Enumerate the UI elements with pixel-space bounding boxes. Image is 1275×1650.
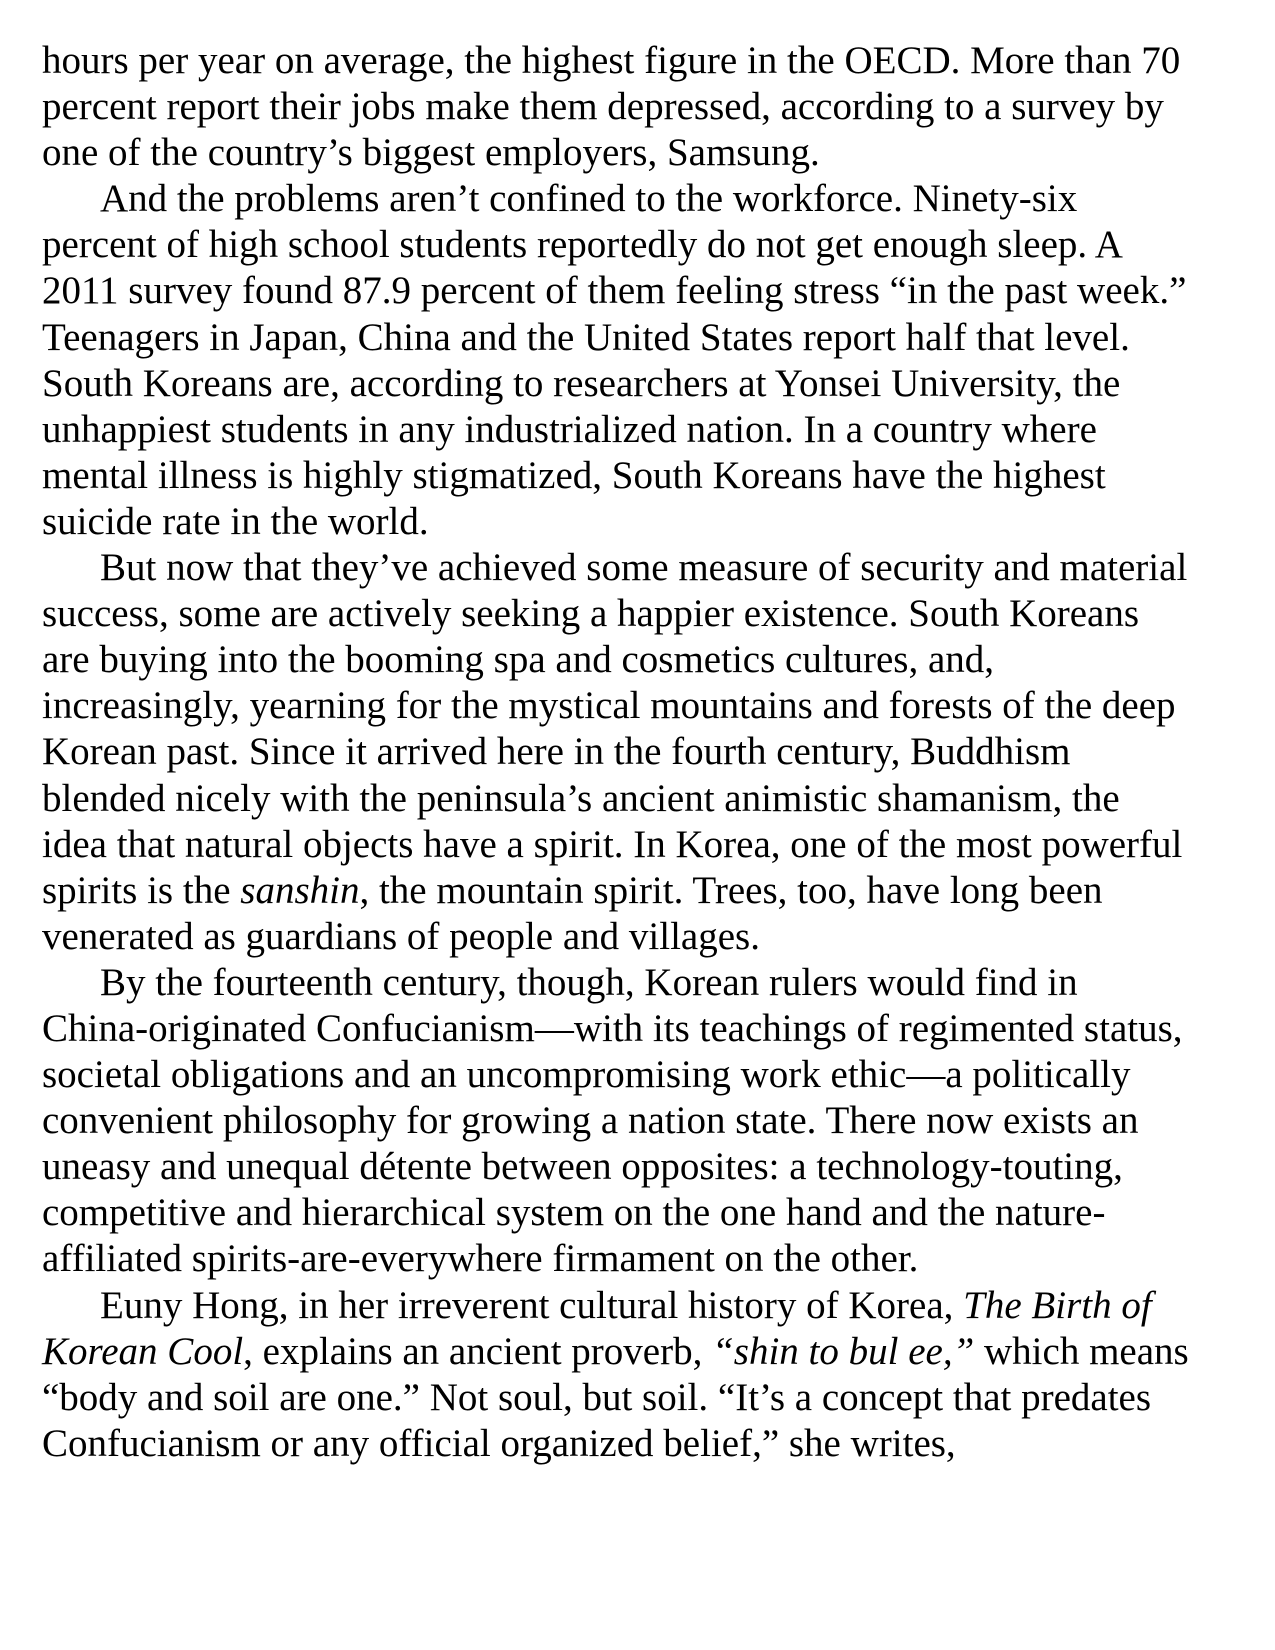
paragraph-5-italic-book-title: The Birth of Korean Cool — [42, 1283, 1152, 1373]
paragraph-2-text: And the problems aren’t confined to the workforce. Ninety-six percent of high school students reportedly do not get enough sleep. A 2011 survey found 87.9 percent of them feeling stress “in the past week.” Teenagers in Japan, China and the United States report half that level. South Koreans are, according to researchers at Yonsei University, the unhappiest students in any industrialized nation. In a country where mental illness is highly stigmatized, South Koreans have the highest suicide rate in the world. — [42, 177, 1187, 543]
paragraph-4-text: By the fourteenth century, though, Korean rulers would find in China-originated Confucianism—with its teachings of regimented status, societal obligations and an uncompromising work ethic—a politically convenient philosophy for growing a nation state. There now exists an uneasy and unequal détente between opposites: a technology-touting, competitive and hierarchical system on the one hand and the nature-affiliated spirits-are-everywhere firmament on the other. — [42, 960, 1183, 1281]
paragraph-1-text: hours per year on average, the highest figure in the OECD. More than 70 percent report their jobs make them depressed, according to a survey by one of the country’s biggest employers, Samsung. — [42, 39, 1181, 175]
paragraph-5-text-b: , explains an ancient proverb, — [243, 1329, 713, 1373]
paragraph-3 — [42, 545, 1192, 960]
paragraph-5-text-c: which means “body and soil are one.” Not soul, but soil. “It’s a concept that predates Confucianism or any official organized belief,” she writes, — [42, 1329, 1189, 1465]
paragraph-5-italic-proverb: “shin to bul ee,” — [712, 1329, 975, 1373]
paragraph-2 — [42, 176, 1192, 545]
paragraph-1 — [42, 38, 1192, 176]
paragraph-5 — [42, 1283, 1192, 1467]
paragraph-3-italic-sanshin: sanshin — [240, 868, 360, 912]
paragraph-5-text-a: Euny Hong, in her irreverent cultural history of Korea, — [100, 1283, 964, 1327]
paragraph-3-text-a: But now that they’ve achieved some measure of security and material success, some are actively seeking a happier existence. South Koreans are buying into the booming spa and cosmetics cultures, and, increasingly, yearning for the mystical mountains and forests of the deep Korean past. Since it arrived here in the fourth century, Buddhism blended nicely with the peninsula’s ancient animistic shamanism, the idea that natural objects have a spirit. In Korea, one of the most powerful spirits is the — [42, 546, 1188, 912]
paragraph-4 — [42, 960, 1192, 1283]
document-page — [42, 38, 1192, 1467]
paragraph-3-text-b: , the mountain spirit. Trees, too, have long been venerated as guardians of people and villages. — [42, 868, 1103, 958]
